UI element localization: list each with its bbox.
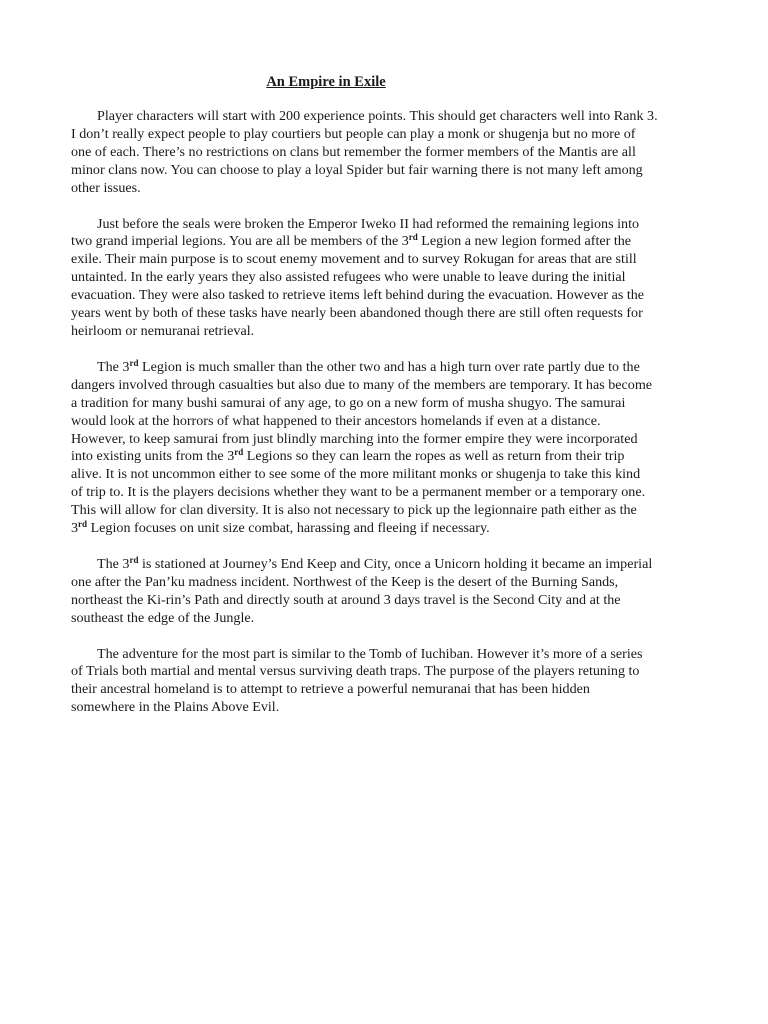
text-line: years went by both of these tasks have nearly been abandoned though there are still often requests for xyxy=(71,305,643,322)
text-line: minor clans now. You can choose to play a loyal Spider but fair warning there is not many left among xyxy=(71,161,643,178)
ordinal-superscript: rd xyxy=(408,232,418,243)
text-line: evacuation. They were also tasked to retrieve items left behind during the evacuation. However as the xyxy=(71,287,645,304)
ordinal-superscript: rd xyxy=(129,357,139,368)
text-line: 3rd Legion focuses on unit size combat, harassing and fleeing if necessary. xyxy=(71,519,490,537)
paragraph-4 xyxy=(71,556,698,628)
text-line: The 3rd Legion is much smaller than the other two and has a high turn over rate partly due to the xyxy=(97,357,640,375)
text-line: untainted. In the early years they also assisted refugees who were unable to leave during the initial xyxy=(71,269,626,286)
ordinal-superscript: rd xyxy=(129,554,139,565)
text-line: a tradition for many bushi samurai of any age, to go on a new form of musha shugyo. The samurai xyxy=(71,394,626,411)
ordinal-superscript: rd xyxy=(234,447,244,458)
paragraph-1 xyxy=(71,108,698,198)
text-line: exile. Their main purpose is to scout enemy movement and to survey Rokugan for areas that are still xyxy=(71,251,637,268)
text-line: heirloom or nemuranai retrieval. xyxy=(71,322,255,339)
text-line: southeast the edge of the Jungle. xyxy=(71,609,255,626)
text-line: The 3rd is stationed at Journey’s End Keep and City, once a Unicorn holding it became an imperial xyxy=(97,554,653,572)
text-line: northeast the Ki-rin’s Path and directly south at around 3 days travel is the Second City and at the xyxy=(71,591,621,608)
paragraph-2 xyxy=(71,216,698,341)
text-line: into existing units from the 3rd Legions so they can learn the ropes as well as return from their trip xyxy=(71,447,625,465)
text-line: somewhere in the Plains Above Evil. xyxy=(71,699,280,716)
text-line: However, to keep samurai from just blindly marching into the former empire they were incorporated xyxy=(71,430,638,447)
text-line: other issues. xyxy=(71,179,141,196)
text-line: one of each. There’s no restrictions on clans but remember the former members of the Mantis are all xyxy=(71,143,636,160)
paragraph-3 xyxy=(71,359,698,538)
text-line: This will allow for clan diversity. It is also not necessary to pick up the legionnaire path either as the xyxy=(71,502,637,519)
text-line: dangers involved through casualties but also due to many of the members are temporary. It has become xyxy=(71,376,653,393)
paragraph-5 xyxy=(71,646,698,718)
text-line: I don’t really expect people to play courtiers but people can play a monk or shugenja but no more of xyxy=(71,125,636,142)
document-body xyxy=(71,108,698,735)
text-line: alive. It is not uncommon either to see some of the more militant monks or shugenja to take this kind xyxy=(71,466,641,483)
text-line: their ancestral homeland is to attempt to retrieve a powerful nemuranai that has been hidden xyxy=(71,681,590,698)
ordinal-superscript: rd xyxy=(78,519,88,530)
text-line: The adventure for the most part is similar to the Tomb of Iuchiban. However it’s more of a series xyxy=(97,645,643,662)
text-line: of trip to. It is the players decisions whether they want to be a permanent member or a temporary one. xyxy=(71,484,646,501)
text-line: of Trials both martial and mental versus surviving death traps. The purpose of the players retuning to xyxy=(71,663,640,680)
text-line: one after the Pan’ku madness incident. Northwest of the Keep is the desert of the Burning Sands, xyxy=(71,573,619,590)
text-line: Player characters will start with 200 experience points. This should get characters well into Rank 3. xyxy=(97,108,658,124)
text-line: would look at the horrors of what happened to their ancestors homelands if even at a distance. xyxy=(71,412,601,429)
document-title: An Empire in Exile xyxy=(266,74,386,90)
text-line: two grand imperial legions. You are all be members of the 3rd Legion a new legion formed after the xyxy=(71,232,632,250)
text-line: Just before the seals were broken the Emperor Iweko II had reformed the remaining legions into xyxy=(97,215,640,232)
